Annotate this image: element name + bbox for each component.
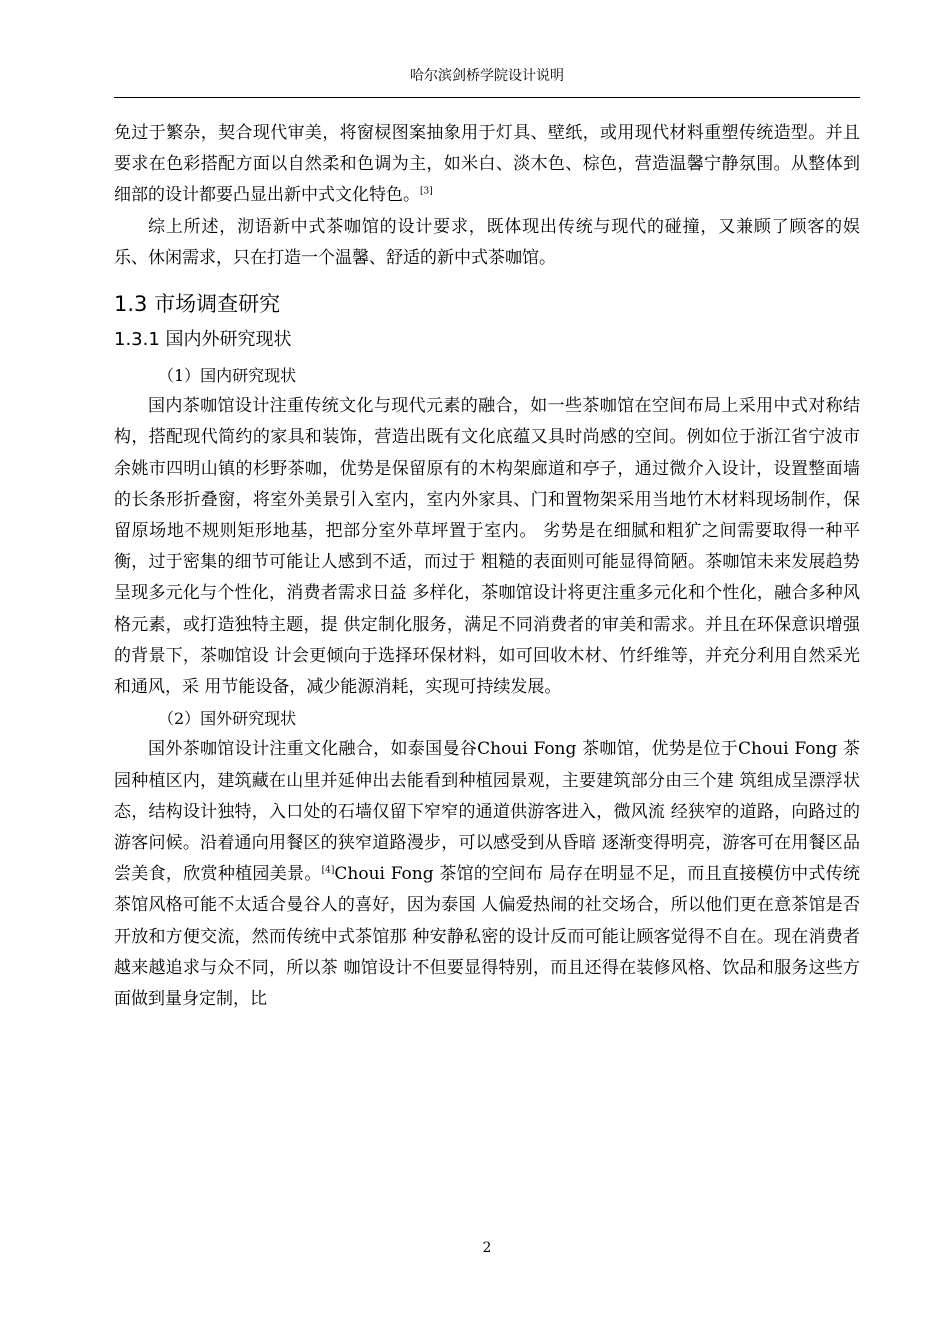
paragraph-design-requirements: [114, 118, 860, 212]
paragraph-summary: 综上所述，沏语新中式茶咖馆的设计要求，既体现出传统与现代的碰撞，又兼顾了顾客的娱乐、休闲需求，只在打造一个温馨、舒适的新中式茶咖馆。: [114, 216, 860, 268]
domestic-research-label: （1）国内研究现状: [158, 366, 297, 386]
page-header-title: 哈尔滨剑桥学院设计说明: [410, 68, 564, 84]
paragraph-foreign-research: [114, 734, 860, 1015]
foreign-research-label: （2）国外研究现状: [158, 709, 297, 729]
citation-3: [3]: [420, 186, 433, 197]
header-divider: [114, 97, 860, 98]
section-heading: 1.3 市场调查研究: [114, 292, 281, 317]
paragraph-text-part-1: 国外茶咖馆设计注重文化融合，如泰国曼谷Choui Fong 茶咖馆，优势是位于Choui Fong 茶园种植区内，建筑藏在山里并延伸出去能看到种植园景观，主要建筑部分由三个建 筑组成呈漂浮状态，结构设计独特，入口处的石墙仅留下窄窄的通道供游客进入，微风流 经狭窄的道路，向路过的游客问候。沿着通向用餐区的狭窄道路漫步，可以感受到从昏暗 逐渐变得明亮，游客可在用餐区品尝美食，欣赏种植园美景。: [114, 739, 860, 885]
document-body: [114, 118, 860, 1015]
paragraph-text-part-2: Choui Fong 茶馆的空间布 局存在明显不足，而且直接模仿中式传统茶馆风格可能不太适合曼谷人的喜好，因为泰国 人偏爱热闹的社交场合，所以他们更在意茶馆是否开放和方便交流，然而传统中式茶馆那 种安静私密的设计反而可能让顾客觉得不自在。现在消费者越来越追求与众不同，所以茶 咖馆设计不但要显得特别，而且还得在装修风格、饮品和服务这些方面做到量身定制，比: [114, 864, 861, 1010]
page-number: 2: [482, 1240, 492, 1256]
subsection-heading: 1.3.1 国内外研究现状: [114, 329, 292, 351]
paragraph-text: 免过于繁杂，契合现代审美，将窗棂图案抽象用于灯具、壁纸，或用现代材料重塑传统造型。并且要求在色彩搭配方面以自然柔和色调为主，如米白、淡木色、棕色，营造温馨宁静氛围。从整体到细部的设计都要凸显出新中式文化特色。: [114, 123, 860, 206]
paragraph-domestic-research: 国内茶咖馆设计注重传统文化与现代元素的融合，如一些茶咖馆在空间布局上采用中式对称结构，搭配现代简约的家具和装饰，营造出既有文化底蕴又具时尚感的空间。例如位于浙江省宁波市余姚市四明山镇的杉野茶咖，优势是保留原有的木构架廊道和亭子，通过微介入设计，设置整面墙的长条形折叠窗，将室外美景引入室内，室内外家具、门和置物架采用当地竹木材料现场制作，保留原场地不规则矩形地基，把部分室外草坪置于室内。 劣势是在细腻和粗犷之间需要取得一种平衡，过于密集的细节可能让人感到不适，而过于 粗糙的表面则可能显得简陋。茶咖馆未来发展趋势呈现多元化与个性化，消费者需求日益 多样化，茶咖馆设计将更注重多元化和个性化，融合多种风格元素，或打造独特主题，提 供定制化服务，满足不同消费者的审美和需求。并且在环保意识增强的背景下，茶咖馆设 计会更倾向于选择环保材料，如可回收木材、竹纤维等，并充分利用自然采光和通风，采 用节能设备，减少能源消耗，实现可持续发展。: [114, 396, 860, 698]
citation-4: [4]: [321, 865, 335, 876]
